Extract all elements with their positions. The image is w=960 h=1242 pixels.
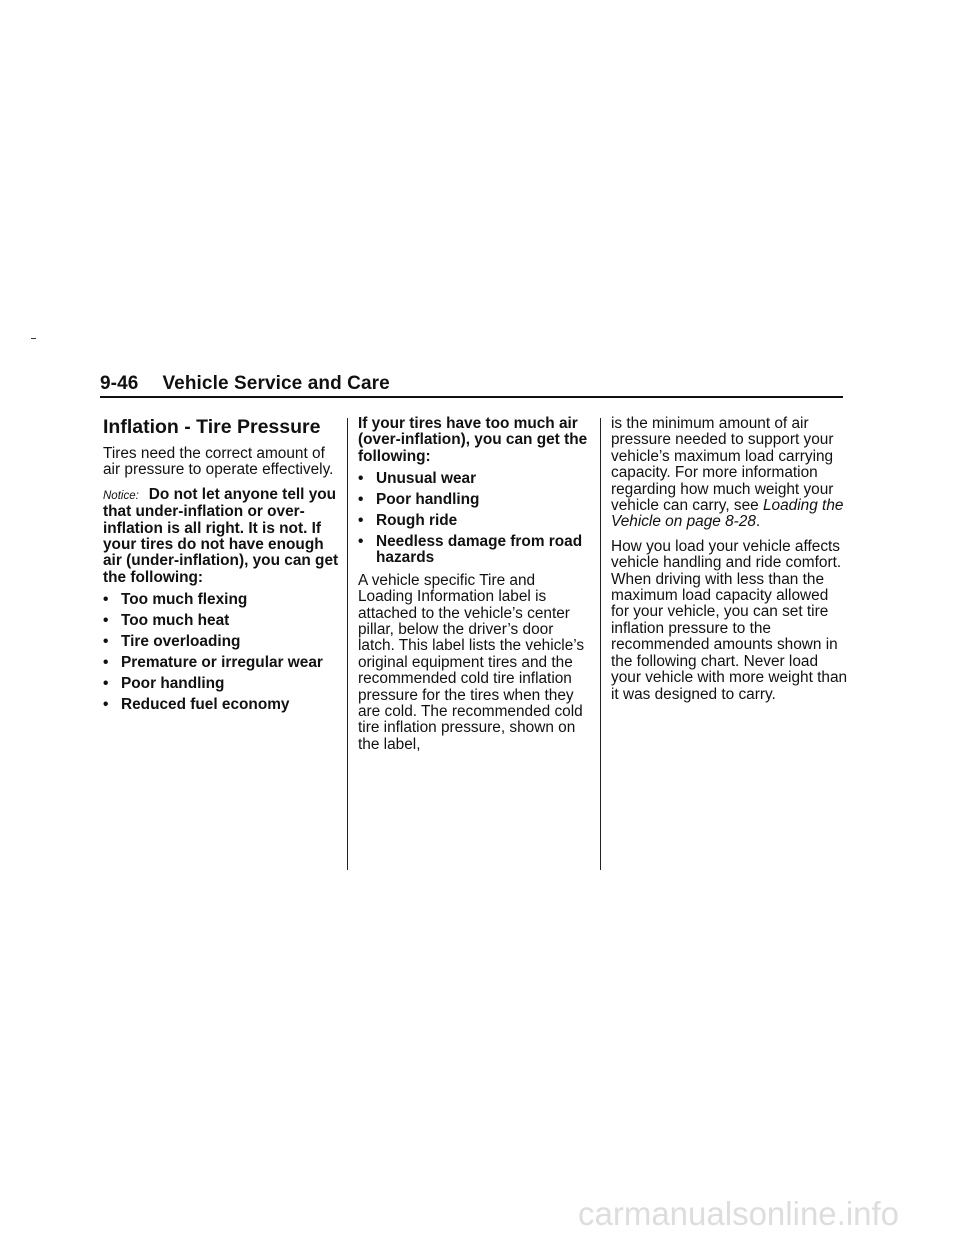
header-rule [100,396,843,398]
bullet-icon: • [358,491,364,509]
bullet-icon: • [103,612,109,630]
list-item: • Poor handling [358,491,480,509]
column-2 [358,416,594,761]
over-inflation-list [358,471,594,567]
over-inflation-lead: If your tires have too much air (over-inflation), you can get the following: [358,415,588,465]
column-3 [611,416,849,711]
bullet-icon: • [103,674,109,692]
bullet-icon: • [358,512,364,530]
bullet-icon: • [358,532,364,550]
page-number: 9-46 [100,373,139,394]
watermark-logo: carmanualsonline.info [578,1195,900,1232]
notice-label: Notice: [103,489,139,502]
section-heading: Inflation - Tire Pressure [103,416,321,438]
list-item: • Tire overloading [103,633,241,651]
bullet-icon: • [103,695,109,713]
label-paragraph: A vehicle specific Tire and Loading Information label is attached to the vehicle’s center pillar, below the driver’s door latch. This label lists the vehicle’s original equipment tires and the recommended cold tire inflation pressure for the tires when they are cold. The recommended cold tire inflation pressure, shown on the label, [358,571,585,753]
list-item: • Needless damage from road hazards [358,532,583,567]
list-item: • Poor handling [103,674,225,692]
bullet-icon: • [103,591,109,609]
column-divider [347,418,348,870]
load-paragraph: How you load your vehicle affects vehicle handling and ride comfort. When driving with less than the maximum load capacity allowed for your vehicle, you can set tire inflation pressure to the recommended amounts shown in the following chart. Never load your vehicle with more weight than it was designed to carry. [611,537,848,703]
notice-paragraph [103,487,343,586]
section-title: Vehicle Service and Care [162,373,390,394]
under-inflation-list [103,592,343,713]
notice-text: Do not let anyone tell you that under-inflation or over-inflation is all right. It is not. If your tires do not have enough air (under-inflation), you can get the following: [103,485,339,586]
bullet-icon: • [358,470,364,488]
list-item: • Too much flexing [103,591,248,609]
list-item: • Reduced fuel economy [103,695,290,713]
corner-mark [31,338,36,339]
page-header [100,373,390,395]
intro-paragraph: Tires need the correct amount of air pressure to operate effectively. [103,445,334,479]
bullet-icon: • [103,653,109,671]
list-item: • Too much heat [103,612,230,630]
column-divider [600,418,601,870]
bullet-icon: • [103,633,109,651]
list-item: • Unusual wear [358,470,477,488]
list-item: • Rough ride [358,512,458,530]
column-1 [103,416,343,718]
pressure-paragraph: is the minimum amount of air pressure needed to support your vehicle’s maximum load carrying capacity. For more information regarding how much weight your vehicle can carry, see Loading the Vehicle on page 8-28. [611,415,844,531]
list-item: • Premature or irregular wear [103,653,323,671]
cross-reference-link[interactable]: Loading the Vehicle on page 8-28 [611,497,844,531]
